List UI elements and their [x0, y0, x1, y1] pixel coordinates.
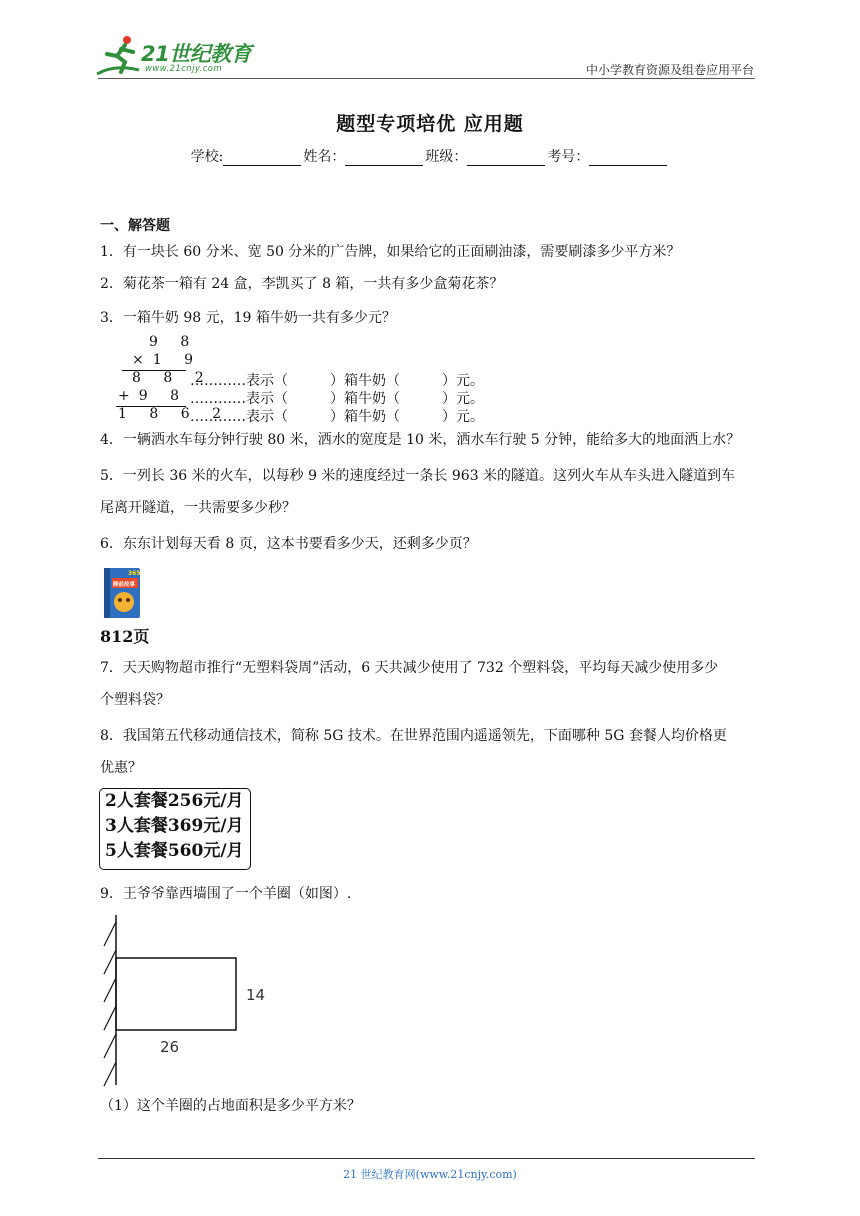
- price-plan-3: 3人套餐369元/月: [105, 816, 244, 836]
- sheep-pen-figure: [96, 910, 286, 1090]
- class-label: 班级：: [425, 149, 468, 165]
- price-plan-5: 5人套餐560元/月: [105, 841, 244, 861]
- question-3: 3．一箱牛奶 98 元，19 箱牛奶一共有多少元？: [100, 310, 396, 326]
- school-blank[interactable]: [223, 151, 301, 166]
- question-5-line-2: 尾离开隧道，一共需要多少秒？: [100, 500, 296, 516]
- price-plan-2: 2人套餐256元/月: [105, 791, 244, 811]
- question-7-line-1: 7．天天购物超市推行“无塑料袋周”活动，6 天共减少使用了 732 个塑料袋，平均每天减少使用多少: [100, 660, 719, 676]
- book-pages-label: 812页: [100, 627, 150, 646]
- mult-row-1-text: …………表示（ ）箱牛奶（ ）元。: [190, 373, 484, 389]
- question-9-part-1: （1）这个羊圈的占地面积是多少平方米？: [100, 1098, 361, 1114]
- question-6: 6．东东计划每天看 8 页，这本书要看多少天，还剩多少页？: [100, 536, 477, 552]
- site-logo: [95, 34, 265, 80]
- mult-row-2-text: …………表示（ ）箱牛奶（ ）元。: [190, 391, 484, 407]
- pen-height-label: 14: [246, 986, 266, 1004]
- pen-width-label: 26: [160, 1038, 180, 1056]
- price-plans-box: [99, 788, 251, 870]
- mult-partial-2: +9 8: [118, 388, 188, 404]
- question-4: 4．一辆洒水车每分钟行驶 80 米，洒水的宽度是 10 米，洒水车行驶 5 分钟，能给多大的地面洒上水？: [100, 432, 741, 448]
- mult-result: 1 8 6 2: [118, 406, 230, 422]
- pen-rectangle: [116, 958, 236, 1030]
- exam-no-blank[interactable]: [589, 151, 667, 166]
- question-8-line-1: 8．我国第五代移动通信技术，简称 5G 技术。在世界范围内遥遥领先，下面哪种 5G 套餐人均价格更: [100, 728, 727, 744]
- multiplication-figure: [112, 334, 672, 424]
- exam-no-label: 考号：: [547, 149, 590, 165]
- question-5-line-1: 5．一列长 36 米的火车，以每秒 9 米的速度经过一条长 963 米的隧道。这列火车从车头进入隧道到车: [100, 468, 736, 484]
- name-blank[interactable]: [345, 151, 423, 166]
- question-9: 9．王爷爷靠西墙围了一个羊圈（如图）.: [100, 886, 352, 902]
- student-info-line: [0, 146, 860, 166]
- school-label: 学校:: [190, 149, 224, 165]
- question-2: 2．菊花茶一箱有 24 盒，李凯买了 8 箱，一共有多少盒菊花茶？: [100, 276, 504, 292]
- page-title: 题型专项培优 应用题: [336, 113, 524, 135]
- book-badge: 365: [128, 570, 141, 577]
- question-8-line-2: 优惠？: [100, 760, 142, 776]
- mult-row-3-text: …………表示（ ）箱牛奶（ ）元。: [190, 409, 484, 425]
- mult-top-number: 9 8: [149, 334, 199, 350]
- runner-icon: [95, 34, 143, 80]
- footer-text[interactable]: 21 世纪教育网(www.21cnjy.com): [343, 1168, 517, 1181]
- name-label: 姓名：: [303, 149, 346, 165]
- mult-partial-1: 8 8 2: [132, 370, 213, 386]
- header-divider: [98, 78, 755, 79]
- mult-multiplier: ×1 9: [132, 352, 202, 368]
- logo-text: 21世纪教育: [141, 42, 252, 66]
- book-cover-text: 睡前故事: [113, 582, 136, 588]
- footer-divider: [98, 1158, 755, 1159]
- question-7-line-2: 个塑料袋？: [100, 692, 170, 708]
- logo-url: www.21cnjy.com: [145, 64, 223, 74]
- question-1: 1．有一块长 60 分米、宽 50 分米的广告牌，如果给它的正面刷油漆，需要刷漆多少平方米？: [100, 244, 681, 260]
- header-tagline: 中小学教育资源及组卷应用平台: [585, 63, 754, 77]
- section-title: 一、解答题: [100, 218, 170, 234]
- class-blank[interactable]: [467, 151, 545, 166]
- wall-hatching: [104, 922, 116, 1086]
- book-picture: [102, 566, 142, 620]
